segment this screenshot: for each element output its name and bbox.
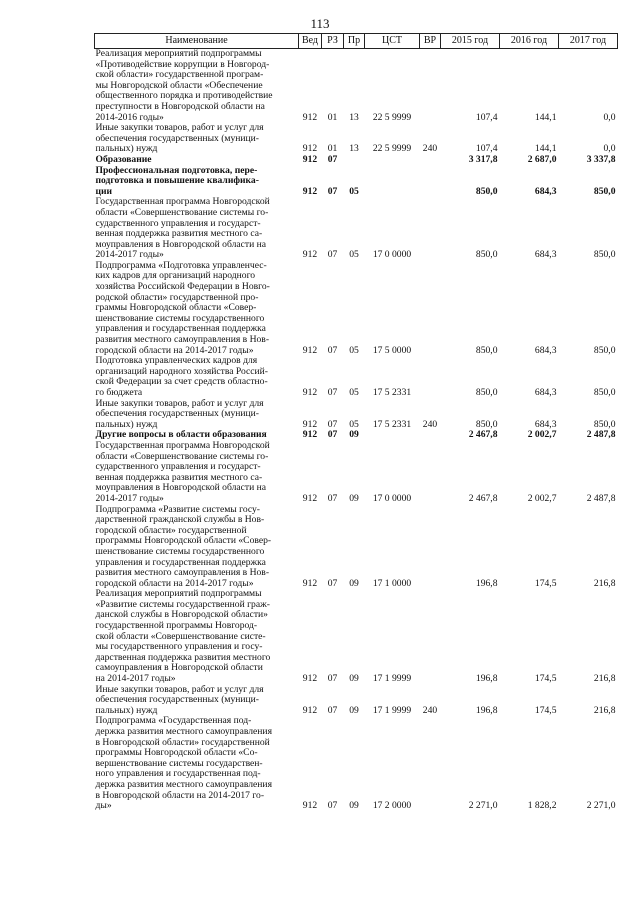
cell-cst: 17 5 2331 <box>372 387 412 398</box>
cell-vr: 240 <box>422 143 438 155</box>
cell-2017: 216,8 <box>593 673 616 685</box>
cell-2015: 2 467,8 <box>468 492 498 504</box>
cell-rz: 07 <box>327 704 338 716</box>
table-row <box>95 441 618 505</box>
cell-ved: 912 <box>302 111 318 123</box>
cell-vr: 240 <box>422 418 438 430</box>
cell-pr: 13 <box>349 111 359 123</box>
cell-cst: 17 0 0000 <box>372 492 412 504</box>
cell-rz: 07 <box>327 429 338 441</box>
cell-2016: 144,1 <box>534 143 557 155</box>
col-header-ved: Вед <box>299 34 322 49</box>
cell-vr <box>420 155 441 166</box>
cell-2015: 3 317,8 <box>468 153 498 165</box>
cell-pr: 05 <box>349 418 359 430</box>
cell-cst: 17 1 9999 <box>372 704 412 716</box>
cell-rz: 07 <box>327 387 338 398</box>
cell-name: Государственная программа Новгородской области «Совершенствование системы го- сударственного управления и государст- венная поддержка развития местного са- моуправления в Новгородской области на 2014-2017 годы» <box>95 439 270 504</box>
cell-pr: 09 <box>349 577 359 589</box>
cell-name: Реализация мероприятий подпрограммы «Противодействие коррупции в Новгород- ской области» государственной програм- мы Новгородской области «Обеспечение общественного порядка и противодействие преступности в Новгородской области на 2014-2016 годы» <box>95 48 273 123</box>
cell-cst: 17 1 9999 <box>372 673 412 685</box>
cell-2016: 2 002,7 <box>527 429 557 441</box>
cell-name: Иные закупки товаров, работ и услуг для обеспечения государственных (муници- пальных) нужд <box>95 683 264 716</box>
table-row <box>95 356 618 398</box>
cell-pr: 09 <box>349 492 359 504</box>
cell-pr <box>344 155 365 166</box>
cell-pr: 05 <box>349 249 359 261</box>
cell-name: Профессиональная подготовка, пере- подготовка и повышение квалифика- ции <box>95 164 259 197</box>
cell-2017: 3 337,8 <box>586 153 616 165</box>
table-header-row <box>95 34 618 49</box>
cell-2016: 684,3 <box>534 387 557 398</box>
cell-name: Государственная программа Новгородской области «Совершенствование системы го- сударственного управления и государст- венная поддержка развития местного са- моуправления в Новгородской области на 2014-2017 годы» <box>95 196 270 261</box>
cell-2016: 174,5 <box>534 704 557 716</box>
cell-vr <box>420 430 441 441</box>
cell-2015: 850,0 <box>475 185 498 197</box>
cell-rz: 01 <box>327 111 338 123</box>
cell-rz: 07 <box>327 492 338 504</box>
cell-vr <box>420 716 441 811</box>
cell-2015: 107,4 <box>475 111 498 123</box>
col-header-name: Наименование <box>95 34 299 49</box>
cell-ved: 912 <box>302 185 318 197</box>
cell-2017: 216,8 <box>593 577 616 589</box>
cell-2015: 107,4 <box>475 143 498 155</box>
cell-2017: 850,0 <box>593 344 616 356</box>
col-header-rz: РЗ <box>322 34 344 49</box>
cell-name: Другие вопросы в области образования <box>95 429 267 441</box>
cell-2016: 2 002,7 <box>527 492 557 504</box>
cell-ved: 912 <box>302 249 318 261</box>
cell-2015: 2 271,0 <box>468 800 498 812</box>
col-header-pr: Пр <box>344 34 365 49</box>
table-row <box>95 589 618 684</box>
cell-2016: 174,5 <box>534 577 557 589</box>
cell-cst: 17 5 0000 <box>372 344 412 356</box>
table-row <box>95 399 618 431</box>
table-row <box>95 155 618 166</box>
cell-2017: 850,0 <box>593 185 616 197</box>
cell-vr <box>420 505 441 590</box>
cell-2016: 2 687,0 <box>527 153 557 165</box>
cell-2017: 850,0 <box>593 387 616 398</box>
cell-name: Подпрограмма «Подготовка управленчес- ких кадров для организаций народного хозяйства Российской Федерации в Новго- родской области» государственной про- граммы Новгородской области «Совер- шенствование системы государственного управления и государственная поддержка развития местного самоуправления в Нов- городской области на 2014-2017 годы» <box>95 259 270 356</box>
cell-vr <box>420 356 441 398</box>
table-row <box>95 123 618 155</box>
cell-pr: 05 <box>349 387 359 398</box>
cell-2016: 1 828,2 <box>527 800 557 812</box>
cell-ved: 912 <box>302 800 318 812</box>
cell-cst: 22 5 9999 <box>372 143 412 155</box>
cell-2017: 216,8 <box>593 704 616 716</box>
cell-2017: 850,0 <box>593 418 616 430</box>
cell-pr: 05 <box>349 185 359 197</box>
col-header-vr: ВР <box>420 34 441 49</box>
cell-2017: 2 487,8 <box>586 492 616 504</box>
cell-pr: 09 <box>349 673 359 685</box>
cell-ved: 912 <box>302 577 318 589</box>
cell-rz: 07 <box>327 800 338 812</box>
cell-pr: 09 <box>349 704 359 716</box>
cell-ved: 912 <box>302 143 318 155</box>
cell-name: Подпрограмма «Развитие системы госу- дарственной гражданской службы в Нов- городской области» государственной программы Новгородской области «Совер- шенствование системы государственного управления и государственная поддержка развития местного самоуправления в Нов- городской области на 2014-2017 годы» <box>95 503 272 589</box>
cell-2016: 144,1 <box>534 111 557 123</box>
cell-cst <box>365 430 420 441</box>
cell-pr: 09 <box>349 800 359 812</box>
cell-vr <box>420 166 441 198</box>
cell-cst: 17 5 2331 <box>372 418 412 430</box>
cell-ved: 912 <box>302 153 318 165</box>
cell-rz: 01 <box>327 143 338 155</box>
cell-ved: 912 <box>302 344 318 356</box>
cell-2016: 684,3 <box>534 185 557 197</box>
cell-name: Реализация мероприятий подпрограммы «Развитие системы государственной граж- данской службы в Новгородской области» государственной программы Новгород- ской области «Совершенствование систе- мы государственного управления и госу- дарственная поддержка развития местного самоуправления в Новгородской области на 2014-2017 годы» <box>95 588 271 685</box>
col-header-2015: 2015 год <box>441 34 500 49</box>
cell-rz: 07 <box>327 249 338 261</box>
cell-2017: 2 271,0 <box>586 800 616 812</box>
cell-name: Иные закупки товаров, работ и услуг для обеспечения государственных (муници- пальных) нужд <box>95 122 264 155</box>
page-number: 113 <box>310 16 330 31</box>
cell-2015: 196,8 <box>475 577 498 589</box>
cell-vr <box>420 197 441 261</box>
cell-cst: 17 2 0000 <box>372 800 412 812</box>
cell-2017: 0,0 <box>603 143 616 155</box>
cell-2016: 684,3 <box>534 418 557 430</box>
budget-table <box>94 33 618 812</box>
cell-pr: 09 <box>349 429 359 441</box>
cell-rz: 07 <box>327 673 338 685</box>
table-body <box>95 49 618 812</box>
cell-2017: 850,0 <box>593 249 616 261</box>
table-row <box>95 685 618 717</box>
cell-2015: 850,0 <box>475 387 498 398</box>
cell-name: Подготовка управленческих кадров для организаций народного хозяйства Россий- ской Федерации за счет средств областно- го бюджета <box>95 355 269 398</box>
cell-pr: 05 <box>349 344 359 356</box>
cell-cst: 22 5 9999 <box>372 111 412 123</box>
col-header-2016: 2016 год <box>500 34 559 49</box>
cell-name: Подпрограмма «Государственная под- держка развития местного самоуправления в Новгородской области» государственной программы Новгородской области «Со- вершенствование системы государствен- ного управления и государственная под- держка развития местного самоуправления в Новгородской области на 2014-2017 го- ды» <box>95 715 272 812</box>
cell-2015: 2 467,8 <box>468 429 498 441</box>
cell-cst: 17 0 0000 <box>372 249 412 261</box>
table-row <box>95 716 618 811</box>
cell-vr: 240 <box>422 704 438 716</box>
cell-rz: 07 <box>327 344 338 356</box>
cell-rz: 07 <box>327 577 338 589</box>
cell-pr: 13 <box>349 143 359 155</box>
cell-cst: 17 1 0000 <box>372 577 412 589</box>
cell-2017: 0,0 <box>603 111 616 123</box>
cell-rz: 07 <box>327 185 338 197</box>
cell-2015: 850,0 <box>475 418 498 430</box>
cell-ved: 912 <box>302 387 318 398</box>
table-row <box>95 261 618 356</box>
cell-vr <box>420 589 441 684</box>
table-row <box>95 49 618 124</box>
table-row <box>95 197 618 261</box>
cell-2016: 684,3 <box>534 344 557 356</box>
cell-vr <box>420 49 441 124</box>
cell-2015: 196,8 <box>475 704 498 716</box>
cell-2016: 174,5 <box>534 673 557 685</box>
col-header-cst: ЦСТ <box>365 34 420 49</box>
cell-cst <box>365 166 420 198</box>
cell-ved: 912 <box>302 418 318 430</box>
cell-ved: 912 <box>302 429 318 441</box>
cell-cst <box>365 155 420 166</box>
cell-vr <box>420 441 441 505</box>
cell-2015: 850,0 <box>475 344 498 356</box>
col-header-2017: 2017 год <box>559 34 618 49</box>
cell-2015: 196,8 <box>475 673 498 685</box>
cell-name: Образование <box>95 153 152 165</box>
table-row <box>95 166 618 198</box>
cell-2015: 850,0 <box>475 249 498 261</box>
cell-rz: 07 <box>327 418 338 430</box>
cell-2017: 2 487,8 <box>586 429 616 441</box>
cell-2016: 684,3 <box>534 249 557 261</box>
table-row <box>95 505 618 590</box>
cell-name: Иные закупки товаров, работ и услуг для обеспечения государственных (муници- пальных) нужд <box>95 397 264 430</box>
cell-rz: 07 <box>327 153 338 165</box>
cell-ved: 912 <box>302 492 318 504</box>
cell-ved: 912 <box>302 673 318 685</box>
cell-vr <box>420 261 441 356</box>
cell-ved: 912 <box>302 704 318 716</box>
